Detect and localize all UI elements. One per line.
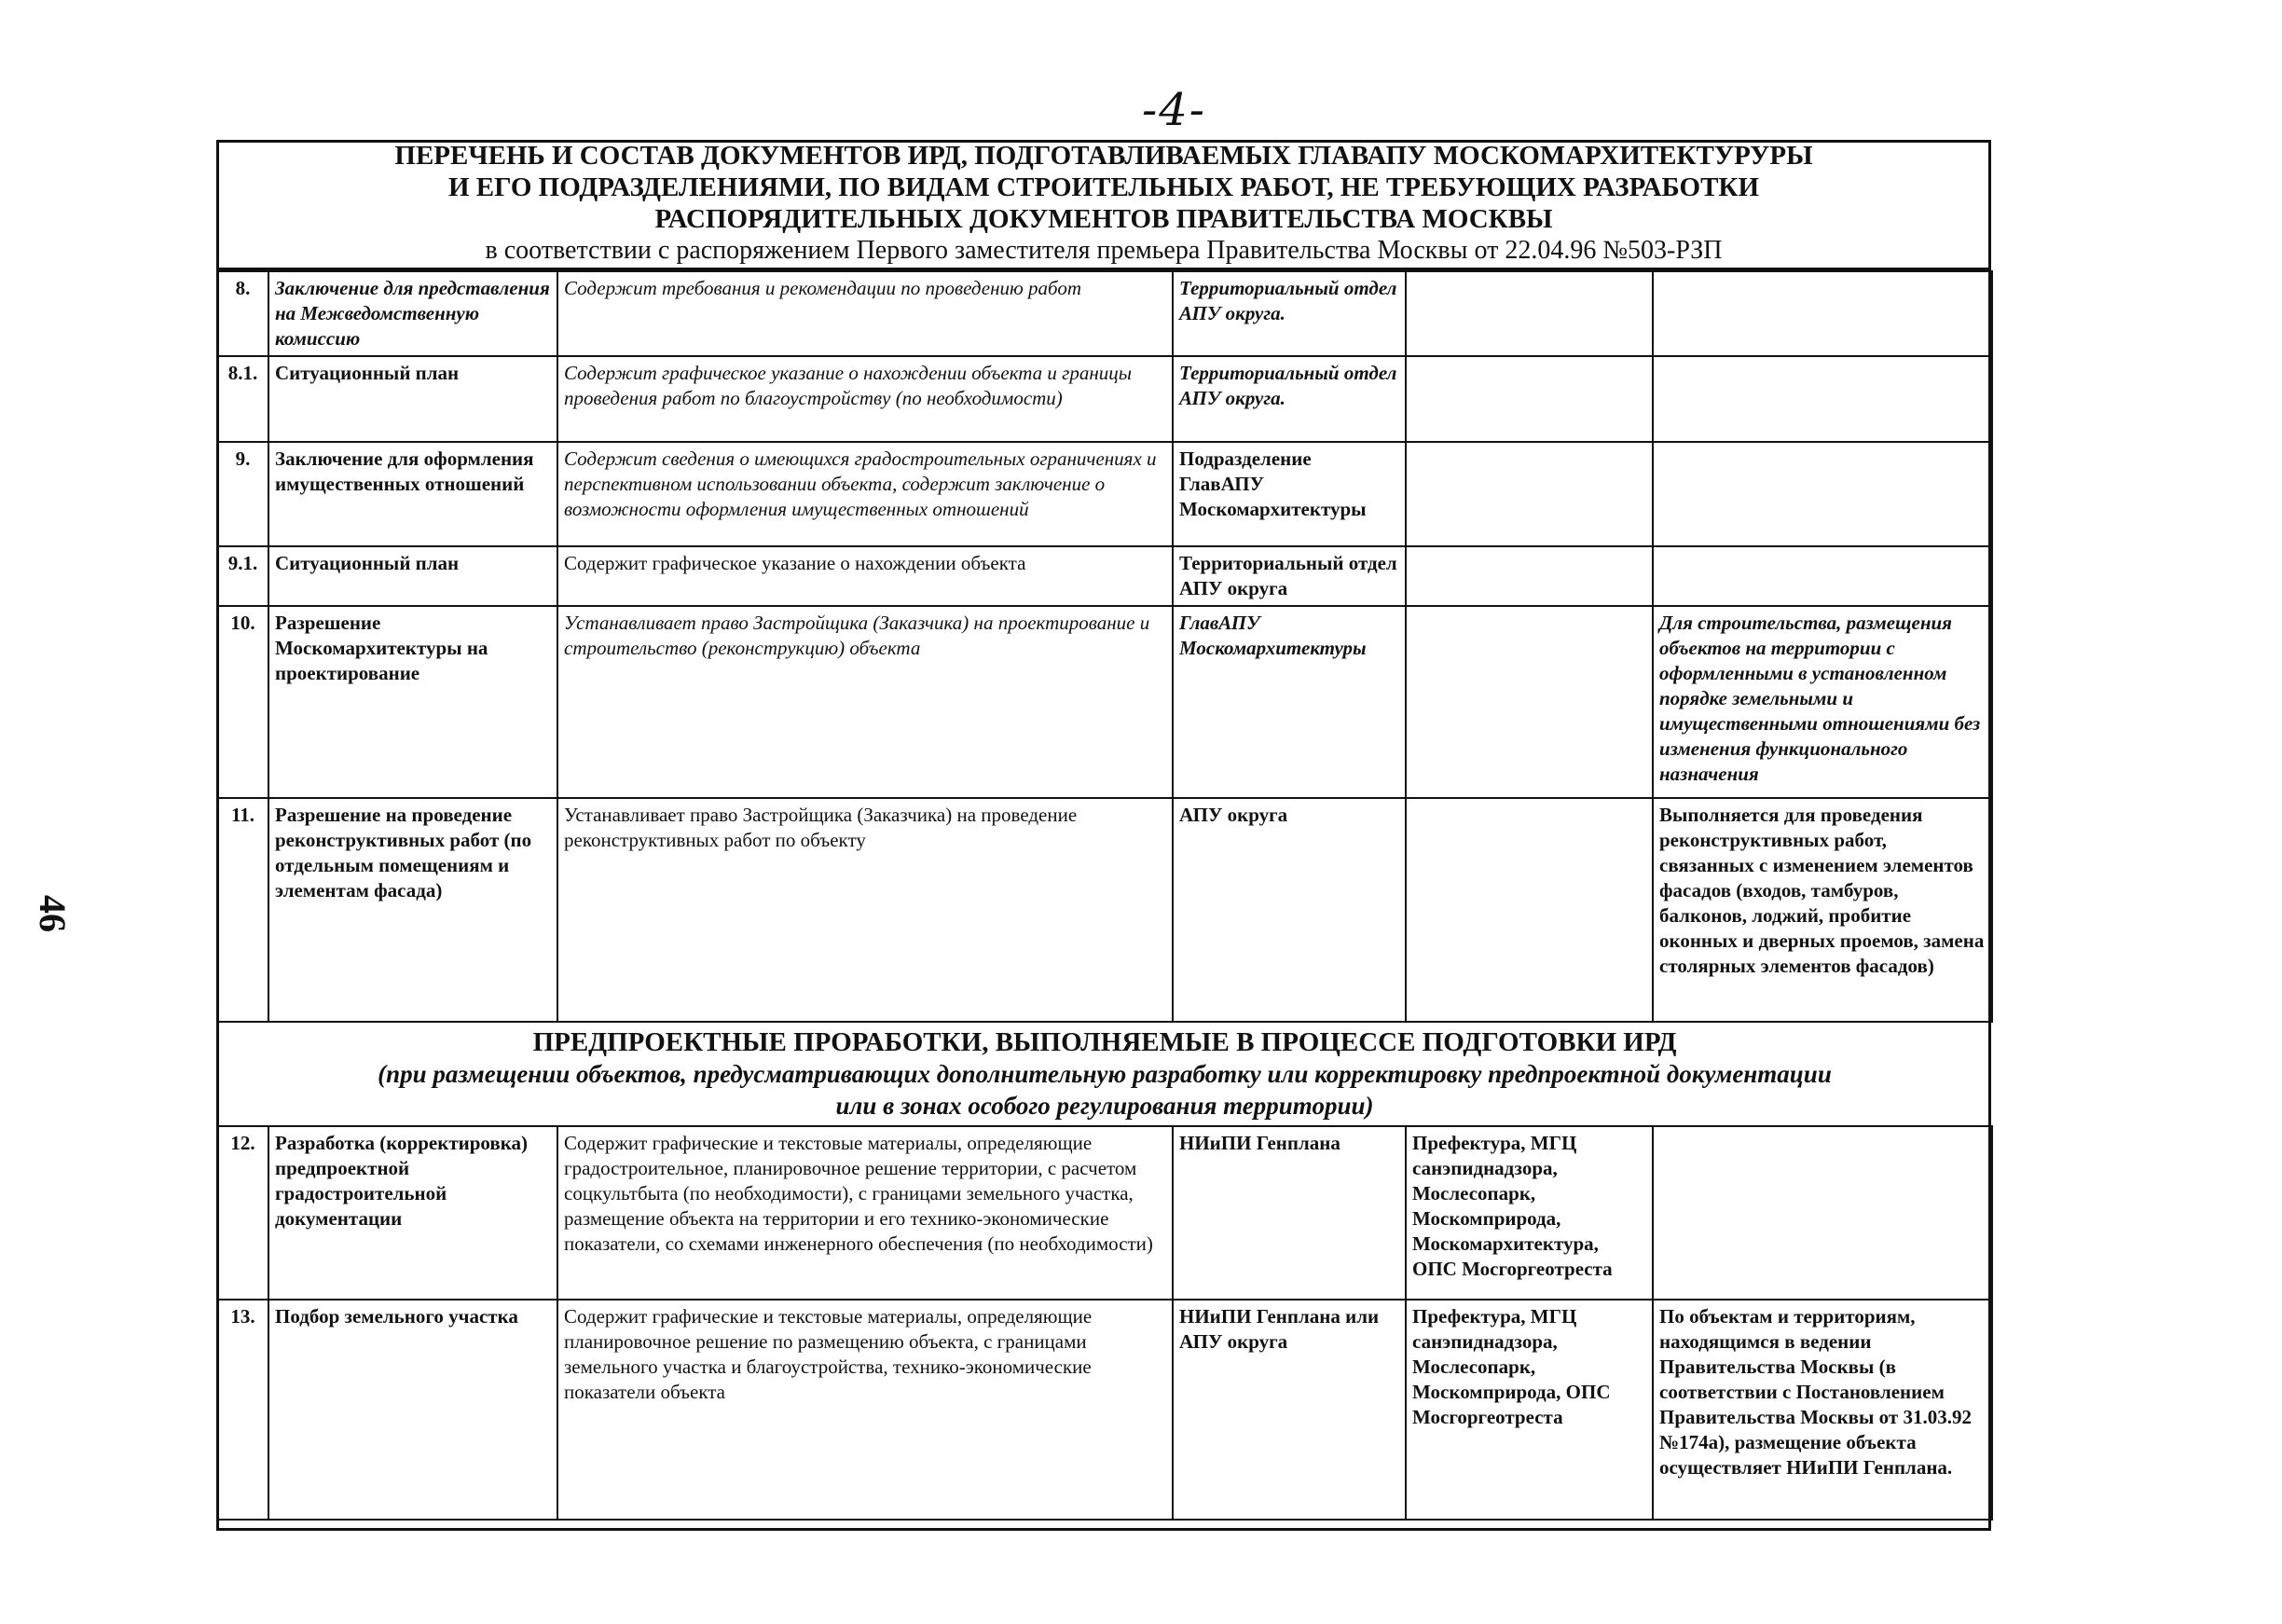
row-note bbox=[1653, 442, 1992, 546]
row-number: 8.1. bbox=[217, 356, 268, 442]
header-line-2: И ЕГО ПОДРАЗДЕЛЕНИЯМИ, ПО ВИДАМ СТРОИТЕЛЬНЫХ РАБОТ, НЕ ТРЕБУЮЩИХ РАЗРАБОТКИ bbox=[447, 172, 1760, 202]
documents-table bbox=[216, 270, 1991, 1521]
row-number: 12. bbox=[217, 1126, 268, 1300]
row-coordination bbox=[1406, 442, 1653, 546]
section-header bbox=[217, 1022, 1992, 1126]
row-note bbox=[1653, 356, 1992, 442]
row-performer: АПУ округа bbox=[1173, 798, 1406, 1022]
row-coordination: Префектура, МГЦ санэпиднадзора, Мослесопарк, Москомприрода, Москомархитектура, ОПС Мосгоргеотреста bbox=[1406, 1126, 1653, 1300]
row-performer: ГлавАПУ Москомархитектуры bbox=[1173, 606, 1406, 798]
row-note: Для строительства, размещения объектов на территории с оформленными в установленном порядке земельными и имущественными отношениями без изменения функционального назначения bbox=[1653, 606, 1992, 798]
row-performer: НИиПИ Генплана bbox=[1173, 1126, 1406, 1300]
section-title: ПРЕДПРОЕКТНЫЕ ПРОРАБОТКИ, ВЫПОЛНЯЕМЫЕ В ПРОЦЕССЕ ПОДГОТОВКИ ИРД bbox=[532, 1027, 1677, 1057]
table-row bbox=[217, 1126, 1992, 1300]
row-note: Выполняется для проведения реконструктивных работ, связанных с изменением элементов фасадов (входов, тамбуров, балконов, лоджий, пробитие оконных и дверных проемов, замена столярных элементов фасадов) bbox=[1653, 798, 1992, 1022]
row-content: Содержит графическое указание о нахождении объекта и границы проведения работ по благоустройству (по необходимости) bbox=[557, 356, 1173, 442]
table-row bbox=[217, 271, 1992, 356]
row-number: 9.1. bbox=[217, 546, 268, 606]
row-name: Разрешение Москомархитектуры на проектирование bbox=[268, 606, 557, 798]
table-header bbox=[216, 140, 1991, 270]
row-number: 13. bbox=[217, 1300, 268, 1520]
section-subtitle-1: (при размещении объектов, предусматривающих дополнительную разработку или корректировку предпроектной документации bbox=[378, 1060, 1832, 1088]
section-header-row bbox=[217, 1022, 1992, 1126]
row-content: Устанавливает право Застройщика (Заказчика) на проведение реконструктивных работ по объекту bbox=[557, 798, 1173, 1022]
row-coordination bbox=[1406, 271, 1653, 356]
row-note bbox=[1653, 271, 1992, 356]
row-coordination bbox=[1406, 798, 1653, 1022]
row-name: Разрешение на проведение реконструктивных работ (по отдельным помещениям и элементам фасада) bbox=[268, 798, 557, 1022]
row-name: Ситуационный план bbox=[268, 356, 557, 442]
table-row bbox=[217, 442, 1992, 546]
table-row bbox=[217, 1300, 1992, 1520]
row-name: Заключение для оформления имущественных отношений bbox=[268, 442, 557, 546]
row-number: 10. bbox=[217, 606, 268, 798]
header-line-1: ПЕРЕЧЕНЬ И СОСТАВ ДОКУМЕНТОВ ИРД, ПОДГОТАВЛИВАЕМЫХ ГЛАВАПУ МОСКОМАРХИТЕКТУРУРЫ bbox=[394, 141, 1813, 171]
row-content: Содержит требования и рекомендации по проведению работ bbox=[557, 271, 1173, 356]
row-name: Подбор земельного участка bbox=[268, 1300, 557, 1520]
row-coordination bbox=[1406, 606, 1653, 798]
row-performer: Территориальный отдел АПУ округа bbox=[1173, 546, 1406, 606]
table-row bbox=[217, 798, 1992, 1022]
row-name: Ситуационный план bbox=[268, 546, 557, 606]
row-number: 9. bbox=[217, 442, 268, 546]
row-content: Содержит графические и текстовые материалы, определяющие градостроительное, планировочное решение территории, с расчетом соцкультбыта (по необходимости), с границами земельного участка, размещение объекта на территории и его технико-экономические показатели, со схемами инженерного обеспечения (по необходимости) bbox=[557, 1126, 1173, 1300]
table-row bbox=[217, 606, 1992, 798]
row-number: 8. bbox=[217, 271, 268, 356]
row-content: Содержит графические и текстовые материалы, определяющие планировочное решение по размещению объекта, с границами земельного участка и благоустройства, технико-экономические показатели объекта bbox=[557, 1300, 1173, 1520]
row-note: По объектам и территориям, находящимся в ведении Правительства Москвы (в соответствии с Постановлением Правительства Москвы от 31.03.92 №174а), размещение объекта осуществляет НИиПИ Генплана. bbox=[1653, 1300, 1992, 1520]
row-performer: Территориальный отдел АПУ округа. bbox=[1173, 356, 1406, 442]
row-content: Содержит сведения о имеющихся градостроительных ограничениях и перспективном использовании объекта, содержит заключение о возможности оформления имущественных отношений bbox=[557, 442, 1173, 546]
row-performer: Территориальный отдел АПУ округа. bbox=[1173, 271, 1406, 356]
table-row bbox=[217, 546, 1992, 606]
row-content: Устанавливает право Застройщика (Заказчика) на проектирование и строительство (реконструкцию) объекта bbox=[557, 606, 1173, 798]
side-page-number: 46 bbox=[32, 895, 74, 932]
table-row bbox=[217, 356, 1992, 442]
row-coordination: Префектура, МГЦ санэпиднадзора, Мослесопарк, Москомприрода, ОПС Мосгоргеотреста bbox=[1406, 1300, 1653, 1520]
row-note bbox=[1653, 546, 1992, 606]
row-number: 11. bbox=[217, 798, 268, 1022]
row-coordination bbox=[1406, 356, 1653, 442]
header-line-3: РАСПОРЯДИТЕЛЬНЫХ ДОКУМЕНТОВ ПРАВИТЕЛЬСТВА МОСКВЫ bbox=[654, 204, 1553, 234]
page-number: -4- bbox=[1142, 84, 1206, 136]
row-name: Разработка (корректировка) предпроектной градостроительной документации bbox=[268, 1126, 557, 1300]
row-content: Содержит графическое указание о нахождении объекта bbox=[557, 546, 1173, 606]
row-coordination bbox=[1406, 546, 1653, 606]
row-performer: НИиПИ Генплана или АПУ округа bbox=[1173, 1300, 1406, 1520]
row-name: Заключение для представления на Межведомственную комиссию bbox=[268, 271, 557, 356]
header-line-4: в соответствии с распоряжением Первого заместителя премьера Правительства Москвы от 22.04.96 №503-РЗП bbox=[485, 236, 1723, 265]
section-subtitle-2: или в зонах особого регулирования территории) bbox=[835, 1092, 1374, 1120]
row-note bbox=[1653, 1126, 1992, 1300]
row-performer: Подразделение ГлавАПУ Москомархитектуры bbox=[1173, 442, 1406, 546]
